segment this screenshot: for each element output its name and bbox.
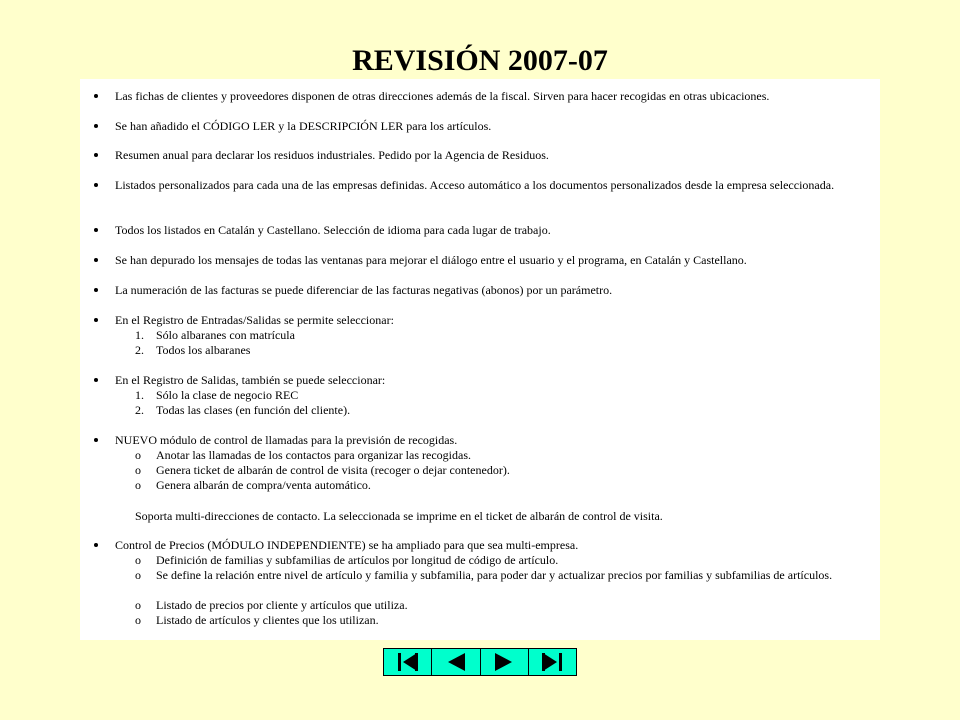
first-icon [393, 651, 423, 673]
bullet-icon [94, 124, 98, 128]
bullet-icon [94, 94, 98, 98]
bullet-icon [94, 378, 98, 382]
bullet-icon [94, 258, 98, 262]
sub-list-text: Todas las clases (en función del cliente). [156, 403, 351, 417]
list-item-text: Resumen anual para declarar los residuos industriales. Pedido por la Agencia de Residuos. [115, 148, 549, 162]
bullet-icon [94, 288, 98, 292]
sub-list-marker: o [135, 613, 141, 627]
sub-list-marker: 1. [135, 328, 144, 342]
sub-list-text: Genera albarán de compra/venta automático. [156, 478, 371, 492]
sub-list-marker: o [135, 553, 141, 567]
sub-list-marker: 2. [135, 403, 144, 417]
sub-list-text: Todos los albaranes [156, 343, 251, 357]
sub-list-text: Se define la relación entre nivel de artículo y familia y subfamilia, para poder dar y actualizar precios por familias y subfamilias de artículos. [156, 568, 833, 582]
sub-list-marker: o [135, 478, 141, 492]
list-item-text: Todos los listados en Catalán y Castellano. Selección de idioma para cada lugar de trabajo. [115, 223, 551, 237]
list-item-text: En el Registro de Salidas, también se puede seleccionar: [115, 373, 386, 387]
bullet-icon [94, 183, 98, 187]
list-item-note: Soporta multi-direcciones de contacto. La seleccionada se imprime en el ticket de albarán de control de visita. [135, 509, 663, 523]
next-slide-button[interactable] [481, 649, 529, 675]
sub-list-text: Listado de artículos y clientes que los utilizan. [156, 613, 379, 627]
sub-list-marker: o [135, 598, 141, 612]
first-slide-button[interactable] [384, 649, 432, 675]
sub-list-text: Sólo la clase de negocio REC [156, 388, 299, 402]
sub-list-marker: 2. [135, 343, 144, 357]
bullet-icon [94, 543, 98, 547]
sub-list-marker: o [135, 463, 141, 477]
sub-list-text: Definición de familias y subfamilias de artículos por longitud de código de artículo. [156, 553, 559, 567]
last-slide-button[interactable] [529, 649, 576, 675]
previous-icon [441, 651, 471, 673]
list-item-text: Control de Precios (MÓDULO INDEPENDIENTE) se ha ampliado para que sea multi-empresa. [115, 538, 579, 552]
slide-navigation-bar [383, 648, 577, 676]
bullet-icon [94, 438, 98, 442]
page-title: REVISIÓN 2007-07 [352, 44, 608, 77]
sub-list-marker: o [135, 568, 141, 582]
list-item-text: NUEVO módulo de control de llamadas para la previsión de recogidas. [115, 433, 458, 447]
sub-list-text: Sólo albaranes con matrícula [156, 328, 295, 342]
revision-notes-panel [80, 79, 880, 640]
sub-list-text: Anotar las llamadas de los contactos para organizar las recogidas. [156, 448, 471, 462]
last-icon [537, 651, 567, 673]
list-item-text: Listados personalizados para cada una de las empresas definidas. Acceso automático a los documentos personalizados desde la empresa seleccionada. [115, 178, 835, 192]
sub-list-marker: 1. [135, 388, 144, 402]
list-item-text: Se han depurado los mensajes de todas las ventanas para mejorar el diálogo entre el usuario y el programa, en Catalán y Castellano. [115, 253, 747, 267]
list-item-text: La numeración de las facturas se puede diferenciar de las facturas negativas (abonos) por un parámetro. [115, 283, 613, 297]
next-icon [489, 651, 519, 673]
sub-list-text: Genera ticket de albarán de control de visita (recoger o dejar contenedor). [156, 463, 510, 477]
list-item-text: Las fichas de clientes y proveedores disponen de otras direcciones además de la fiscal. Sirven para hacer recogidas en otras ubicaciones. [115, 89, 770, 103]
list-item-text: Se han añadido el CÓDIGO LER y la DESCRIPCIÓN LER para los artículos. [115, 119, 492, 133]
previous-slide-button[interactable] [432, 649, 480, 675]
sub-list-text: Listado de precios por cliente y artículos que utiliza. [156, 598, 408, 612]
bullet-icon [94, 228, 98, 232]
bullet-icon [94, 318, 98, 322]
sub-list-marker: o [135, 448, 141, 462]
list-item-text: En el Registro de Entradas/Salidas se permite seleccionar: [115, 313, 394, 327]
bullet-icon [94, 153, 98, 157]
